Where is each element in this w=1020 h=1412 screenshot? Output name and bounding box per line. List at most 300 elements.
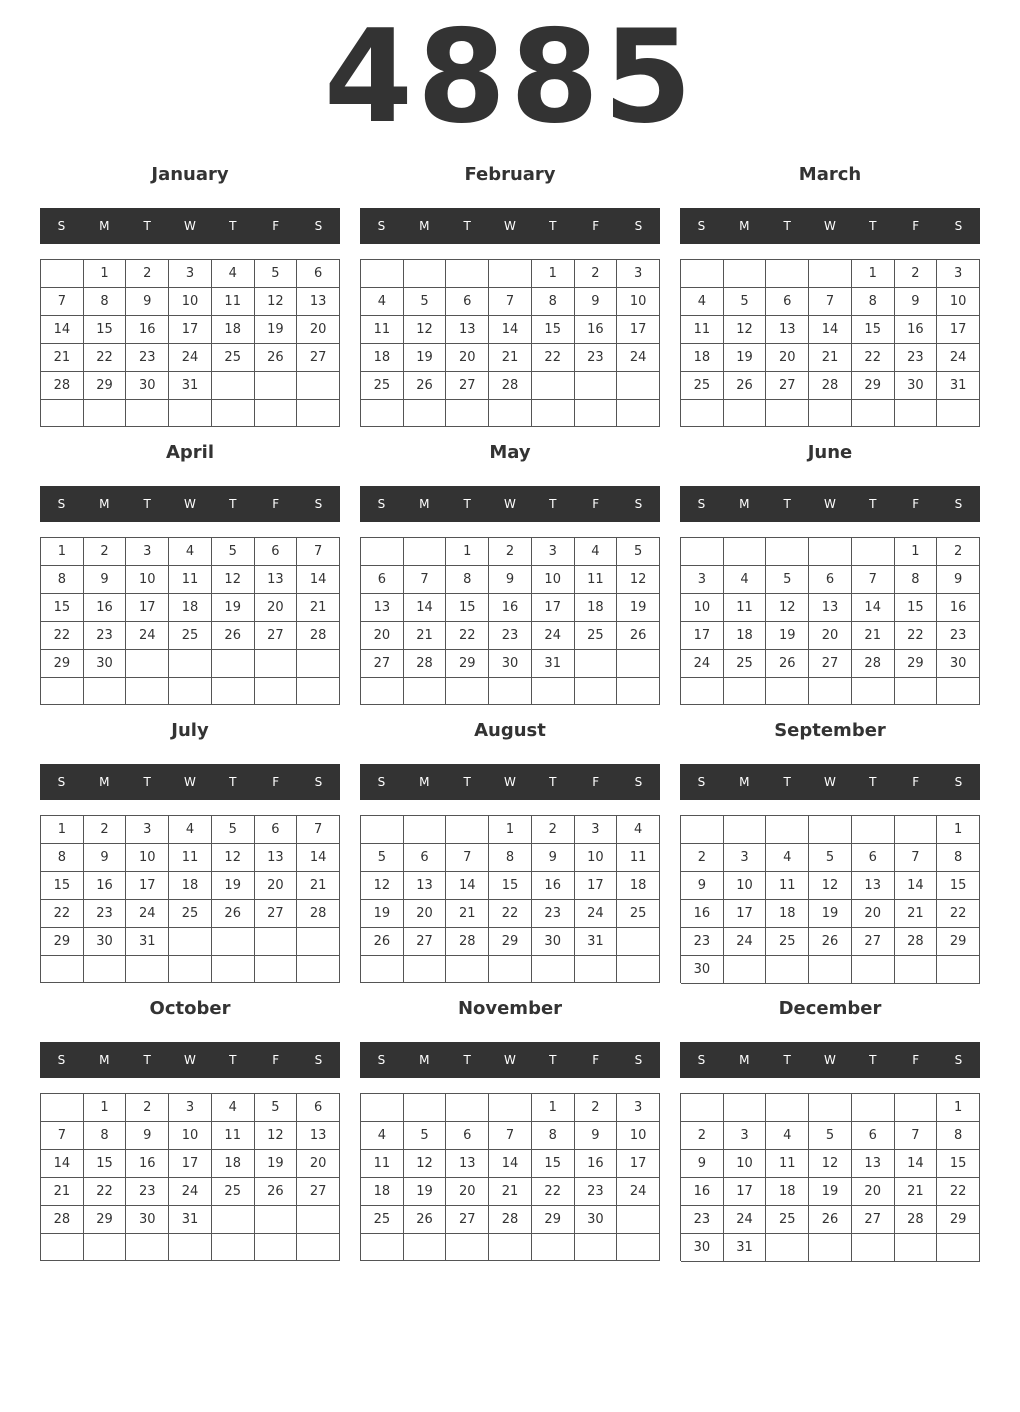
weekday-header: [680, 486, 980, 522]
empty-day-cell: [212, 1234, 255, 1261]
day-cell: 20: [255, 872, 298, 900]
weekday-label: S: [954, 1053, 963, 1067]
empty-day-cell: [895, 1234, 938, 1262]
day-cell: 1: [532, 260, 575, 288]
day-cell: 1: [41, 538, 84, 566]
day-cell: 11: [766, 1150, 809, 1178]
day-cell: 30: [126, 1206, 169, 1234]
day-cell: 23: [681, 1206, 724, 1234]
day-cell: 29: [489, 928, 532, 956]
weekday-label: T: [143, 497, 151, 511]
day-cell: 5: [404, 1122, 447, 1150]
day-cell: 24: [724, 928, 767, 956]
day-cell: 2: [937, 538, 980, 566]
days-grid: [40, 259, 340, 427]
empty-day-cell: [937, 956, 980, 984]
day-cell: 4: [169, 816, 212, 844]
day-cell: 9: [937, 566, 980, 594]
empty-day-cell: [766, 956, 809, 984]
day-cell: 20: [852, 900, 895, 928]
day-cell: 24: [617, 1178, 660, 1206]
day-cell: 17: [724, 1178, 767, 1206]
day-cell: 15: [937, 872, 980, 900]
day-cell: 29: [895, 650, 938, 678]
weekday-label: T: [143, 219, 151, 233]
day-cell: 28: [809, 372, 852, 400]
day-cell: 28: [404, 650, 447, 678]
empty-day-cell: [489, 260, 532, 288]
weekday-label: S: [377, 497, 386, 511]
day-cell: 28: [895, 1206, 938, 1234]
month-title: February: [464, 164, 556, 185]
day-cell: 12: [255, 1122, 298, 1150]
empty-day-cell: [895, 1094, 938, 1122]
day-cell: 29: [937, 928, 980, 956]
empty-day-cell: [255, 956, 298, 983]
weekday-label: W: [824, 497, 836, 511]
empty-day-cell: [489, 678, 532, 705]
day-cell: 5: [809, 844, 852, 872]
weekday-label: T: [229, 219, 237, 233]
day-cell: 15: [446, 594, 489, 622]
empty-day-cell: [255, 678, 298, 705]
day-cell: 4: [212, 1094, 255, 1122]
empty-day-cell: [617, 928, 660, 956]
weekday-label: F: [912, 775, 920, 789]
day-cell: 1: [937, 816, 980, 844]
weekday-label: S: [314, 497, 323, 511]
day-cell: 1: [895, 538, 938, 566]
day-cell: 11: [212, 288, 255, 316]
empty-day-cell: [361, 538, 404, 566]
day-cell: 26: [809, 1206, 852, 1234]
empty-day-cell: [361, 260, 404, 288]
day-cell: 26: [361, 928, 404, 956]
empty-day-cell: [617, 956, 660, 983]
weekday-label: S: [57, 219, 66, 233]
day-cell: 25: [766, 1206, 809, 1234]
weekday-label: T: [463, 1053, 471, 1067]
empty-day-cell: [724, 678, 767, 705]
days-grid: [40, 1093, 340, 1261]
day-cell: 7: [404, 566, 447, 594]
empty-day-cell: [255, 928, 298, 956]
day-cell: 28: [489, 372, 532, 400]
day-cell: 22: [41, 900, 84, 928]
day-cell: 18: [724, 622, 767, 650]
empty-day-cell: [84, 678, 127, 705]
weekday-label: W: [184, 219, 196, 233]
day-cell: 10: [169, 1122, 212, 1150]
day-cell: 26: [724, 372, 767, 400]
day-cell: 24: [937, 344, 980, 372]
weekday-label: W: [504, 1053, 516, 1067]
day-cell: 16: [681, 1178, 724, 1206]
weekday-label: W: [184, 1053, 196, 1067]
day-cell: 7: [41, 1122, 84, 1150]
day-cell: 4: [766, 844, 809, 872]
empty-day-cell: [169, 1234, 212, 1261]
day-cell: 22: [532, 344, 575, 372]
day-cell: 2: [575, 1094, 618, 1122]
empty-day-cell: [126, 1234, 169, 1261]
empty-day-cell: [297, 650, 340, 678]
day-cell: 22: [937, 1178, 980, 1206]
day-cell: 14: [489, 316, 532, 344]
day-cell: 4: [212, 260, 255, 288]
day-cell: 26: [255, 344, 298, 372]
day-cell: 12: [255, 288, 298, 316]
day-cell: 5: [212, 538, 255, 566]
day-cell: 25: [169, 900, 212, 928]
empty-day-cell: [575, 678, 618, 705]
day-cell: 10: [169, 288, 212, 316]
day-cell: 14: [41, 316, 84, 344]
day-cell: 25: [361, 1206, 404, 1234]
day-cell: 10: [126, 844, 169, 872]
empty-day-cell: [404, 1234, 447, 1261]
day-cell: 9: [84, 566, 127, 594]
day-cell: 13: [361, 594, 404, 622]
empty-day-cell: [297, 1234, 340, 1261]
day-cell: 25: [724, 650, 767, 678]
days-grid: [680, 259, 980, 427]
day-cell: 12: [617, 566, 660, 594]
day-cell: 26: [212, 900, 255, 928]
day-cell: 15: [937, 1150, 980, 1178]
empty-day-cell: [404, 538, 447, 566]
day-cell: 13: [766, 316, 809, 344]
weekday-label: W: [824, 219, 836, 233]
day-cell: 16: [895, 316, 938, 344]
day-cell: 30: [681, 1234, 724, 1262]
day-cell: 20: [809, 622, 852, 650]
empty-day-cell: [532, 956, 575, 983]
day-cell: 11: [766, 872, 809, 900]
day-cell: 22: [895, 622, 938, 650]
empty-day-cell: [532, 372, 575, 400]
day-cell: 31: [169, 372, 212, 400]
weekday-label: F: [592, 775, 600, 789]
day-cell: 8: [937, 844, 980, 872]
day-cell: 9: [681, 1150, 724, 1178]
empty-day-cell: [617, 678, 660, 705]
weekday-label: S: [697, 775, 706, 789]
empty-day-cell: [212, 928, 255, 956]
day-cell: 24: [126, 622, 169, 650]
day-cell: 20: [404, 900, 447, 928]
day-cell: 3: [126, 816, 169, 844]
day-cell: 9: [489, 566, 532, 594]
day-cell: 18: [575, 594, 618, 622]
weekday-label: M: [99, 497, 110, 511]
day-cell: 20: [297, 316, 340, 344]
day-cell: 21: [404, 622, 447, 650]
day-cell: 12: [361, 872, 404, 900]
day-cell: 24: [681, 650, 724, 678]
day-cell: 5: [724, 288, 767, 316]
day-cell: 29: [532, 1206, 575, 1234]
day-cell: 30: [575, 1206, 618, 1234]
empty-day-cell: [255, 650, 298, 678]
empty-day-cell: [489, 1234, 532, 1261]
empty-day-cell: [297, 372, 340, 400]
empty-day-cell: [766, 1094, 809, 1122]
weekday-header: [680, 1042, 980, 1078]
day-cell: 27: [297, 1178, 340, 1206]
weekday-label: S: [314, 219, 323, 233]
empty-day-cell: [297, 400, 340, 427]
weekday-label: S: [634, 1053, 643, 1067]
day-cell: 29: [852, 372, 895, 400]
empty-day-cell: [212, 678, 255, 705]
day-cell: 19: [766, 622, 809, 650]
empty-day-cell: [255, 372, 298, 400]
day-cell: 8: [84, 1122, 127, 1150]
empty-day-cell: [404, 678, 447, 705]
day-cell: 8: [895, 566, 938, 594]
day-cell: 5: [766, 566, 809, 594]
day-cell: 3: [724, 1122, 767, 1150]
day-cell: 14: [895, 872, 938, 900]
day-cell: 10: [532, 566, 575, 594]
weekday-label: T: [869, 497, 877, 511]
empty-day-cell: [809, 816, 852, 844]
day-cell: 20: [361, 622, 404, 650]
empty-day-cell: [212, 372, 255, 400]
day-cell: 13: [297, 1122, 340, 1150]
day-cell: 30: [681, 956, 724, 984]
empty-day-cell: [575, 400, 618, 427]
empty-day-cell: [852, 400, 895, 427]
weekday-label: T: [143, 775, 151, 789]
empty-day-cell: [852, 956, 895, 984]
day-cell: 30: [937, 650, 980, 678]
empty-day-cell: [852, 678, 895, 705]
day-cell: 12: [766, 594, 809, 622]
day-cell: 6: [809, 566, 852, 594]
month-title: May: [489, 442, 531, 463]
day-cell: 14: [404, 594, 447, 622]
day-cell: 18: [617, 872, 660, 900]
day-cell: 19: [809, 1178, 852, 1206]
day-cell: 1: [937, 1094, 980, 1122]
day-cell: 13: [255, 844, 298, 872]
weekday-label: M: [739, 497, 750, 511]
day-cell: 15: [84, 316, 127, 344]
day-cell: 26: [404, 372, 447, 400]
day-cell: 18: [361, 344, 404, 372]
empty-day-cell: [212, 1206, 255, 1234]
month-title: December: [778, 998, 882, 1019]
empty-day-cell: [575, 372, 618, 400]
empty-day-cell: [84, 956, 127, 983]
day-cell: 4: [617, 816, 660, 844]
day-cell: 24: [617, 344, 660, 372]
weekday-label: T: [869, 1053, 877, 1067]
day-cell: 7: [446, 844, 489, 872]
weekday-label: W: [504, 775, 516, 789]
day-cell: 19: [404, 344, 447, 372]
days-grid: [40, 815, 340, 983]
weekday-label: F: [912, 497, 920, 511]
empty-day-cell: [937, 400, 980, 427]
day-cell: 14: [852, 594, 895, 622]
weekday-label: M: [419, 1053, 430, 1067]
day-cell: 11: [724, 594, 767, 622]
day-cell: 18: [766, 1178, 809, 1206]
day-cell: 26: [255, 1178, 298, 1206]
day-cell: 16: [84, 872, 127, 900]
day-cell: 20: [446, 1178, 489, 1206]
day-cell: 17: [681, 622, 724, 650]
day-cell: 27: [361, 650, 404, 678]
empty-day-cell: [361, 1094, 404, 1122]
day-cell: 15: [895, 594, 938, 622]
empty-day-cell: [361, 400, 404, 427]
empty-day-cell: [212, 956, 255, 983]
day-cell: 16: [532, 872, 575, 900]
weekday-label: W: [184, 497, 196, 511]
day-cell: 2: [84, 816, 127, 844]
days-grid: [360, 537, 660, 705]
day-cell: 6: [852, 844, 895, 872]
day-cell: 9: [895, 288, 938, 316]
day-cell: 11: [361, 316, 404, 344]
day-cell: 14: [895, 1150, 938, 1178]
empty-day-cell: [361, 816, 404, 844]
empty-day-cell: [169, 400, 212, 427]
empty-day-cell: [255, 1206, 298, 1234]
day-cell: 3: [169, 260, 212, 288]
day-cell: 27: [809, 650, 852, 678]
empty-day-cell: [937, 678, 980, 705]
day-cell: 15: [489, 872, 532, 900]
day-cell: 13: [297, 288, 340, 316]
empty-day-cell: [446, 816, 489, 844]
day-cell: 22: [446, 622, 489, 650]
weekday-label: T: [549, 497, 557, 511]
day-cell: 22: [937, 900, 980, 928]
empty-day-cell: [404, 956, 447, 983]
day-cell: 17: [169, 316, 212, 344]
day-cell: 10: [617, 1122, 660, 1150]
empty-day-cell: [361, 1234, 404, 1261]
day-cell: 1: [84, 1094, 127, 1122]
empty-day-cell: [575, 650, 618, 678]
day-cell: 4: [766, 1122, 809, 1150]
empty-day-cell: [809, 1234, 852, 1262]
empty-day-cell: [809, 678, 852, 705]
day-cell: 23: [681, 928, 724, 956]
day-cell: 31: [937, 372, 980, 400]
weekday-label: S: [377, 775, 386, 789]
day-cell: 8: [852, 288, 895, 316]
empty-day-cell: [41, 260, 84, 288]
weekday-label: T: [229, 775, 237, 789]
day-cell: 26: [617, 622, 660, 650]
day-cell: 25: [212, 344, 255, 372]
day-cell: 5: [361, 844, 404, 872]
day-cell: 26: [809, 928, 852, 956]
day-cell: 8: [84, 288, 127, 316]
day-cell: 21: [852, 622, 895, 650]
day-cell: 11: [361, 1150, 404, 1178]
day-cell: 25: [212, 1178, 255, 1206]
empty-day-cell: [766, 400, 809, 427]
day-cell: 21: [41, 1178, 84, 1206]
days-grid: [680, 815, 980, 983]
day-cell: 31: [575, 928, 618, 956]
day-cell: 22: [532, 1178, 575, 1206]
empty-day-cell: [361, 956, 404, 983]
day-cell: 13: [404, 872, 447, 900]
weekday-label: S: [697, 497, 706, 511]
day-cell: 29: [41, 928, 84, 956]
day-cell: 6: [404, 844, 447, 872]
weekday-header: [40, 486, 340, 522]
empty-day-cell: [895, 816, 938, 844]
day-cell: 6: [446, 288, 489, 316]
day-cell: 9: [126, 288, 169, 316]
weekday-label: T: [463, 497, 471, 511]
empty-day-cell: [297, 678, 340, 705]
month-title: July: [171, 720, 209, 741]
weekday-label: S: [954, 497, 963, 511]
day-cell: 23: [126, 1178, 169, 1206]
empty-day-cell: [169, 928, 212, 956]
day-cell: 13: [809, 594, 852, 622]
day-cell: 5: [255, 1094, 298, 1122]
day-cell: 23: [575, 1178, 618, 1206]
weekday-label: M: [739, 775, 750, 789]
day-cell: 26: [766, 650, 809, 678]
day-cell: 29: [84, 1206, 127, 1234]
day-cell: 2: [126, 260, 169, 288]
day-cell: 27: [255, 622, 298, 650]
day-cell: 4: [169, 538, 212, 566]
weekday-label: W: [184, 775, 196, 789]
day-cell: 29: [84, 372, 127, 400]
day-cell: 24: [169, 344, 212, 372]
day-cell: 25: [617, 900, 660, 928]
weekday-header: [360, 764, 660, 800]
day-cell: 4: [681, 288, 724, 316]
day-cell: 28: [446, 928, 489, 956]
day-cell: 9: [532, 844, 575, 872]
month-title: March: [798, 164, 862, 185]
day-cell: 17: [617, 1150, 660, 1178]
day-cell: 20: [766, 344, 809, 372]
day-cell: 3: [937, 260, 980, 288]
day-cell: 6: [297, 1094, 340, 1122]
day-cell: 3: [681, 566, 724, 594]
empty-day-cell: [489, 1094, 532, 1122]
weekday-label: M: [99, 775, 110, 789]
day-cell: 23: [937, 622, 980, 650]
day-cell: 10: [937, 288, 980, 316]
day-cell: 14: [41, 1150, 84, 1178]
day-cell: 10: [681, 594, 724, 622]
day-cell: 19: [255, 1150, 298, 1178]
empty-day-cell: [575, 1234, 618, 1261]
day-cell: 2: [681, 844, 724, 872]
day-cell: 30: [532, 928, 575, 956]
day-cell: 22: [84, 1178, 127, 1206]
day-cell: 27: [446, 1206, 489, 1234]
weekday-label: T: [549, 219, 557, 233]
day-cell: 4: [575, 538, 618, 566]
